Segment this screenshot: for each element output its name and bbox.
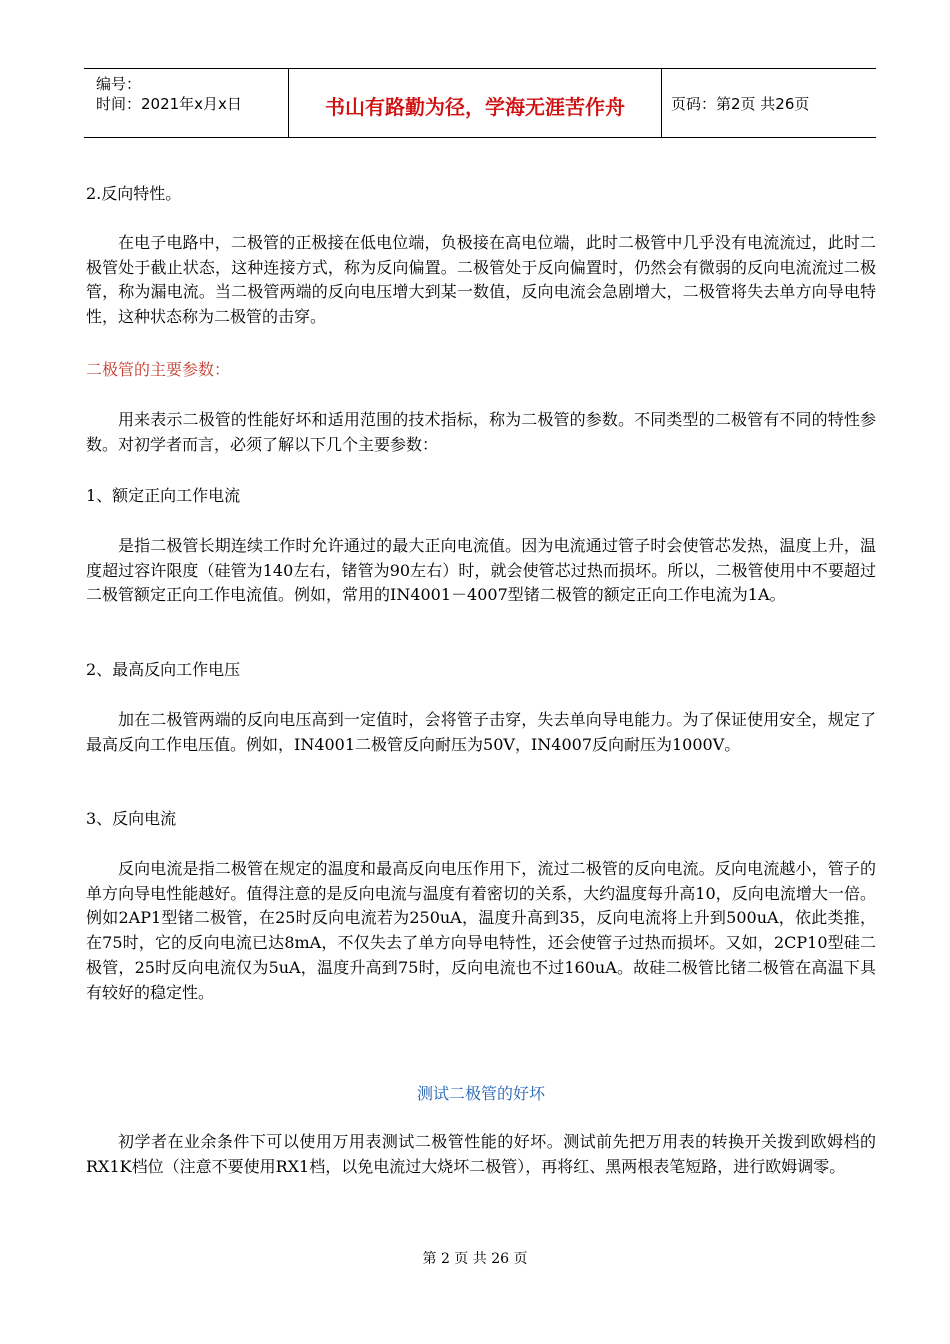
header-page-cell [661,69,876,137]
section-title-reverse: 2.反向特性。 [86,184,182,203]
header-motto: 书山有路勤为径，学海无涯苦作舟 [325,95,625,119]
document-time-label: 时间：2021年x月x日 [96,95,242,113]
document-number-label: 编号： [96,75,142,93]
paragraph-rated-forward-current: 是指二极管长期连续工作时允许通过的最大正向电流值。因为电流通过管子时会使管芯发热，温度上升，温度超过容许限度（硅管为140左右，锗管为90左右）时，就会使管芯过热而损坏。所以，二极管使用中不要超过二极管额定正向工作电流值。例如，常用的IN4001－4007型锗二极管的额定正向工作电流为1A。 [86,536,876,605]
item-title-reverse-current: 3、反向电流 [86,809,177,828]
heading-main-parameters: 二极管的主要参数： [86,360,231,379]
heading-test-diode: 测试二极管的好坏 [416,1084,545,1103]
header-meta-cell [84,69,288,137]
header-motto-cell [288,69,662,137]
paragraph-parameters-intro: 用来表示二极管的性能好坏和适用范围的技术指标，称为二极管的参数。不同类型的二极管有不同的特性参数。对初学者而言，必须了解以下几个主要参数： [86,410,876,454]
page-footer: 第 2 页 共 26 页 [422,1251,528,1267]
paragraph-max-reverse-voltage: 加在二极管两端的反向电压高到一定值时，会将管子击穿，失去单向导电能力。为了保证使用安全，规定了最高反向工作电压值。例如，IN4001二极管反向耐压为50V，IN4007反向耐压为1000V。 [86,710,876,754]
item-title-rated-forward-current: 1、额定正向工作电流 [86,486,241,505]
paragraph-reverse-characteristics: 在电子电路中，二极管的正极接在低电位端，负极接在高电位端，此时二极管中几乎没有电流流过，此时二极管处于截止状态，这种连接方式，称为反向偏置。二极管处于反向偏置时，仍然会有微弱的反向电流流过二极管，称为漏电流。当二极管两端的反向电压增大到某一数值，反向电流会急剧增大，二极管将失去单方向导电特性，这种状态称为二极管的击穿。 [86,233,876,327]
item-title-max-reverse-voltage: 2、最高反向工作电压 [86,660,241,679]
paragraph-test-diode: 初学者在业余条件下可以使用万用表测试二极管性能的好坏。测试前先把万用表的转换开关拨到欧姆档的RX1K档位（注意不要使用RX1档，以免电流过大烧坏二极管），再将红、黑两根表笔短路，进行欧姆调零。 [86,1132,876,1176]
paragraph-reverse-current: 反向电流是指二极管在规定的温度和最高反向电压作用下，流过二极管的反向电流。反向电流越小，管子的单方向导电性能越好。值得注意的是反向电流与温度有着密切的关系，大约温度每升高10，反向电流增大一倍。例如2AP1型锗二极管，在25时反向电流若为250uA，温度升高到35，反向电流将上升到500uA，依此类推，在75时，它的反向电流已达8mA，不仅失去了单方向导电特性，还会使管子过热而损坏。又如，2CP10型硅二极管，25时反向电流仅为5uA，温度升高到75时，反向电流也不过160uA。故硅二极管比锗二极管在高温下具有较好的稳定性。 [86,859,876,1002]
header-page-info: 页码：第2页 共26页 [671,95,810,113]
page-header [84,68,876,138]
